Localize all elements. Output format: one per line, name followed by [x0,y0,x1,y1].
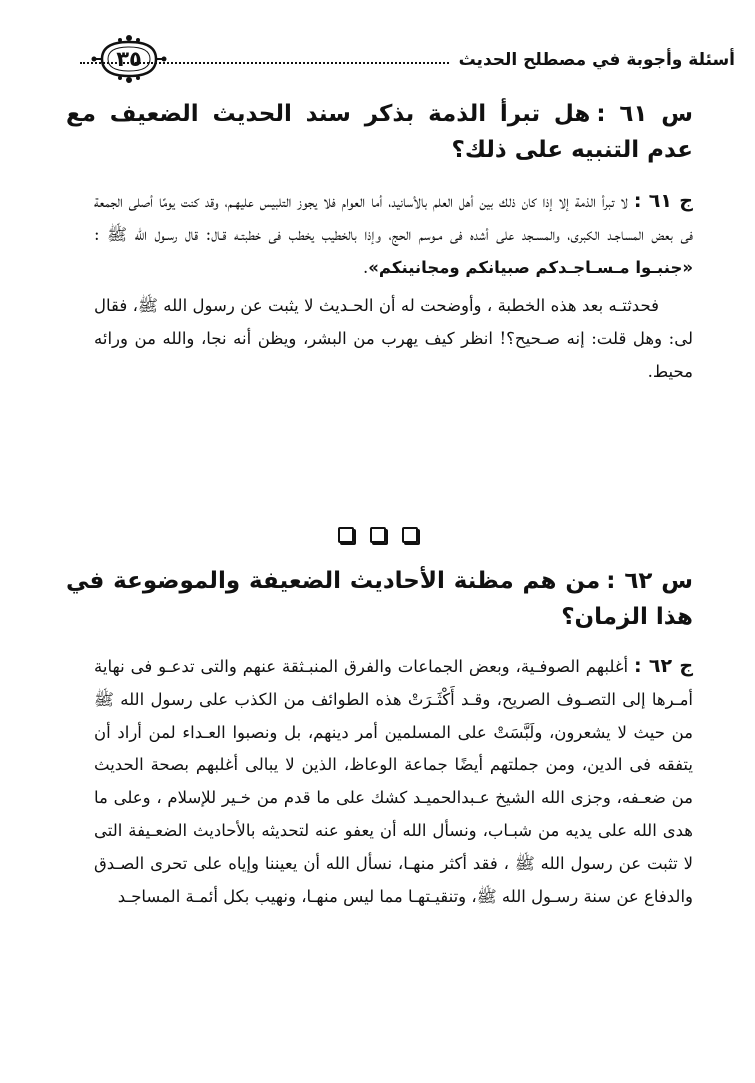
hadith-quote: «جنبـوا مـسـاجـدكم صبيانكم ومجانينكم» [368,257,693,277]
answer-61 [94,185,693,389]
page-number: ٣٥ [116,47,142,71]
question-62-label: س ٦٢ : [606,568,693,594]
answer-61-paragraph-1 [94,185,693,284]
divider-square-icon [370,527,386,543]
answer-62-text: أغلبهم الصوفـية، وبعض الجماعات والفرق المنبـثقة عنهم والتى تدعـو فى نهاية أمـرها إلى التصـوف الصريح، وقـد أَكْثَـرَتْ هذه الطوائف من الكذب على رسول الله ﷺ من حيث لا يشعرون، ولَبَّسَتْ على المسلمين أمر دينهم، بل ونصبوا العـداء لمن أراد أن يتفقه فى الدين، ومن جملتهم أيضًا جماعة الوعاظ، الذين لا يبالى أغلبهم بصحة الحديث من ضعـفه، وجزى الله الشيخ عـبدالحميـد كشك على ما قدم من خـير للإسلام ، وعلى ما هدى الله على يديه من شبـاب، ونسأل الله أن يعفو عنه لتحديثه بالأحاديث الضعـيفة التى لا تثبت عن رسول الله ﷺ ، فقد أكثر منهـا، نسأل الله أن يعيننا وإياه على تحرى الصـدق والدفاع عن سنة رسـول الله ﷺ، وتنقيـتهـا مما ليس منهـا، ونهيب بكل أئمـة المساجـد [94,657,693,906]
page-number-ornament [90,34,168,84]
section-divider [0,527,755,543]
answer-61-paragraph-2: فحدثتـه بعد هذه الخطبة ، وأوضحت له أن الحـديث لا يثبت عن رسول الله ﷺ، فقال لى: وهل قلت: إنه صـحيح؟! انظر كيف يهرب من البشر، ويظن أنه نجا، والله من ورائه محيط. [94,296,693,381]
question-61-label: س ٦١ : [596,101,693,127]
book-title: أسئلة وأجوبة في مصطلح الحديث [458,50,735,70]
answer-62-label: ج ٦٢ : [633,655,694,677]
question-62 [66,563,693,635]
answer-62 [94,650,693,913]
question-61-text: هل تبرأ الذمة بذكر سند الحديث الضعيف مع عدم التنبيه على ذلك؟ [66,101,693,163]
question-61 [66,96,693,168]
divider-square-icon [338,527,354,543]
divider-square-icon [402,527,418,543]
answer-61-text: لا تبرأ الذمة إلا إذا كان ذلك بين أهل العلم بالأسانيد، أما العوام فلا يجوز التلبيس عليهـم، وقد كنت يومًا أصلى الجمعة فى بعض المساجـد الكبرى، والمسـجد على أشده فى مـوسم الحج، وإذا بالخطيب يخطب فى خطبتـه قـال: قال رسـول الله ﷺ : [94,192,693,244]
running-header [80,42,735,78]
answer-61-label: ج ٦١ : [633,190,693,212]
question-62-text: من هم مظنة الأحاديث الضعيفة والموضوعة في هذا الزمان؟ [66,568,693,630]
answer-61-period: . [363,257,369,277]
